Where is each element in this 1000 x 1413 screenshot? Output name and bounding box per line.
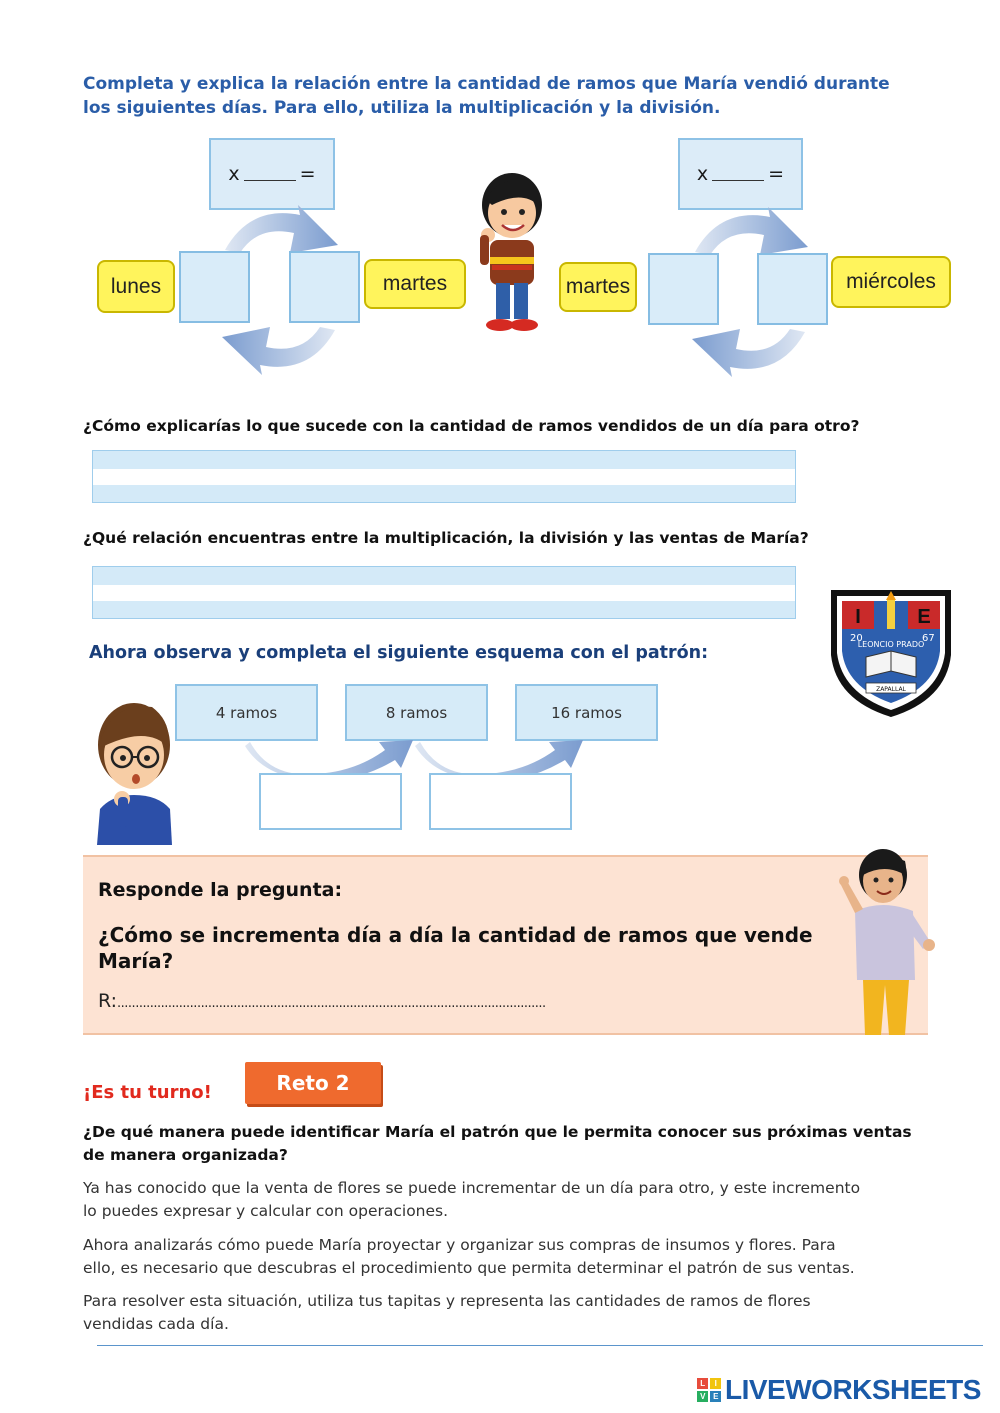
- instructions-line-1: Completa y explica la relación entre la cantidad de ramos que María vendió durante: [83, 74, 890, 94]
- arrow-top-2: [695, 207, 808, 255]
- formula-1-prefix: x: [228, 163, 240, 185]
- arrow-top-1: [225, 205, 338, 253]
- question-1: ¿Cómo explicarías lo que sucede con la cantidad de ramos vendidos de un día para otro?: [83, 417, 860, 435]
- reto-question-line-1: ¿De qué manera puede identificar María el patrón que le permita conocer sus próximas ventas: [83, 1123, 912, 1141]
- respond-title: Responde la pregunta:: [98, 879, 343, 901]
- reto-paragraph-1: [83, 1177, 983, 1223]
- reto-question: [83, 1121, 983, 1167]
- formula-1-blank[interactable]: [244, 167, 296, 181]
- question-2: ¿Qué relación encuentras entre la multiplicación, la división y las ventas de María?: [83, 529, 809, 547]
- answer-field-1[interactable]: [92, 450, 796, 503]
- formula-box-2: [678, 138, 803, 210]
- liveworksheets-logo-text: LIVEWORKSHEETS: [725, 1374, 981, 1405]
- instructions-line-2: los siguientes días. Para ello, utiliza la multiplicación y la división.: [83, 98, 721, 118]
- ramos-box-3: 16 ramos: [515, 684, 658, 741]
- reto-paragraph-1-line-2: lo puedes expresar y calcular con operaciones.: [83, 1202, 449, 1220]
- respond-question: [98, 922, 858, 974]
- respond-question-line-2: María?: [98, 949, 174, 973]
- formula-box-1: [209, 138, 335, 210]
- logo-letter-e: E: [917, 606, 931, 628]
- pattern-title: Ahora observa y completa el siguiente esquema con el patrón:: [89, 643, 709, 663]
- logo-letter-i: I: [855, 606, 861, 628]
- reto-paragraph-3: [83, 1290, 983, 1336]
- formula-2-suffix: =: [768, 163, 785, 185]
- reto-paragraph-2: [83, 1234, 983, 1280]
- pattern-answer-box-2[interactable]: [429, 773, 572, 830]
- formula-2-prefix: x: [696, 163, 709, 185]
- answer-box-1a[interactable]: [179, 251, 250, 323]
- turn-label: ¡Es tu turno!: [83, 1082, 212, 1103]
- answer-field-2[interactable]: [92, 566, 796, 619]
- arrow-bottom-1: [222, 327, 335, 375]
- formula-2-blank[interactable]: [712, 167, 764, 181]
- reto-badge: Reto 2: [245, 1062, 381, 1104]
- day-label-martes-2: martes: [559, 262, 637, 312]
- liveworksheets-logo: [697, 1374, 981, 1406]
- reto-paragraph-2-line-2: ello, es necesario que descubras el procedimiento que permita determinar el patrón de sus ventas.: [83, 1259, 855, 1277]
- reto-paragraph-2-line-1: Ahora analizarás cómo puede María proyectar y organizar sus compras de insumos y flores. Para: [83, 1236, 836, 1254]
- answer-box-1b[interactable]: [289, 251, 360, 323]
- footer-divider: [97, 1345, 983, 1346]
- boy-pointing-illustration: [835, 845, 940, 1037]
- ramos-box-1: 4 ramos: [175, 684, 318, 741]
- logo-school-name: LEONCIO PRADO: [857, 640, 925, 649]
- answer-box-2a[interactable]: [648, 253, 719, 325]
- pattern-answer-box-1[interactable]: [259, 773, 402, 830]
- respond-answer-line[interactable]: [98, 990, 546, 1012]
- logo-city: ZAPALLAL: [876, 686, 906, 693]
- reto-paragraph-3-line-2: vendidas cada día.: [83, 1315, 229, 1333]
- day-label-miercoles: miércoles: [831, 256, 951, 308]
- ramos-box-2: 8 ramos: [345, 684, 488, 741]
- answer-box-2b[interactable]: [757, 253, 828, 325]
- reto-paragraph-3-line-1: Para resolver esta situación, utiliza tus tapitas y representa las cantidades de ramos de flores: [83, 1292, 811, 1310]
- liveworksheets-squares-icon: L I V E: [697, 1378, 721, 1402]
- reto-question-line-2: de manera organizada?: [83, 1146, 288, 1164]
- school-shield-logo: [826, 585, 956, 720]
- day-label-lunes: lunes: [97, 260, 175, 313]
- pattern-arrows: [245, 738, 585, 778]
- reto-paragraph-1-line-1: Ya has conocido que la venta de flores se puede incrementar de un día para otro, y este incremento: [83, 1179, 861, 1197]
- formula-1-suffix: =: [299, 163, 316, 185]
- boy-thinking-illustration: [470, 165, 552, 337]
- respond-question-line-1: ¿Cómo se incrementa día a día la cantidad de ramos que vende: [98, 923, 813, 947]
- logo-year-left: 20: [850, 633, 863, 644]
- logo-year-right: 67: [922, 633, 935, 644]
- respond-answer-dots: ......................................................................................................................: [117, 996, 546, 1011]
- boy-glasses-illustration: [92, 697, 182, 845]
- respond-answer-prefix: R:: [98, 990, 118, 1012]
- arrow-bottom-2: [692, 329, 805, 377]
- instructions: [83, 72, 963, 120]
- day-label-martes-1: martes: [364, 259, 466, 309]
